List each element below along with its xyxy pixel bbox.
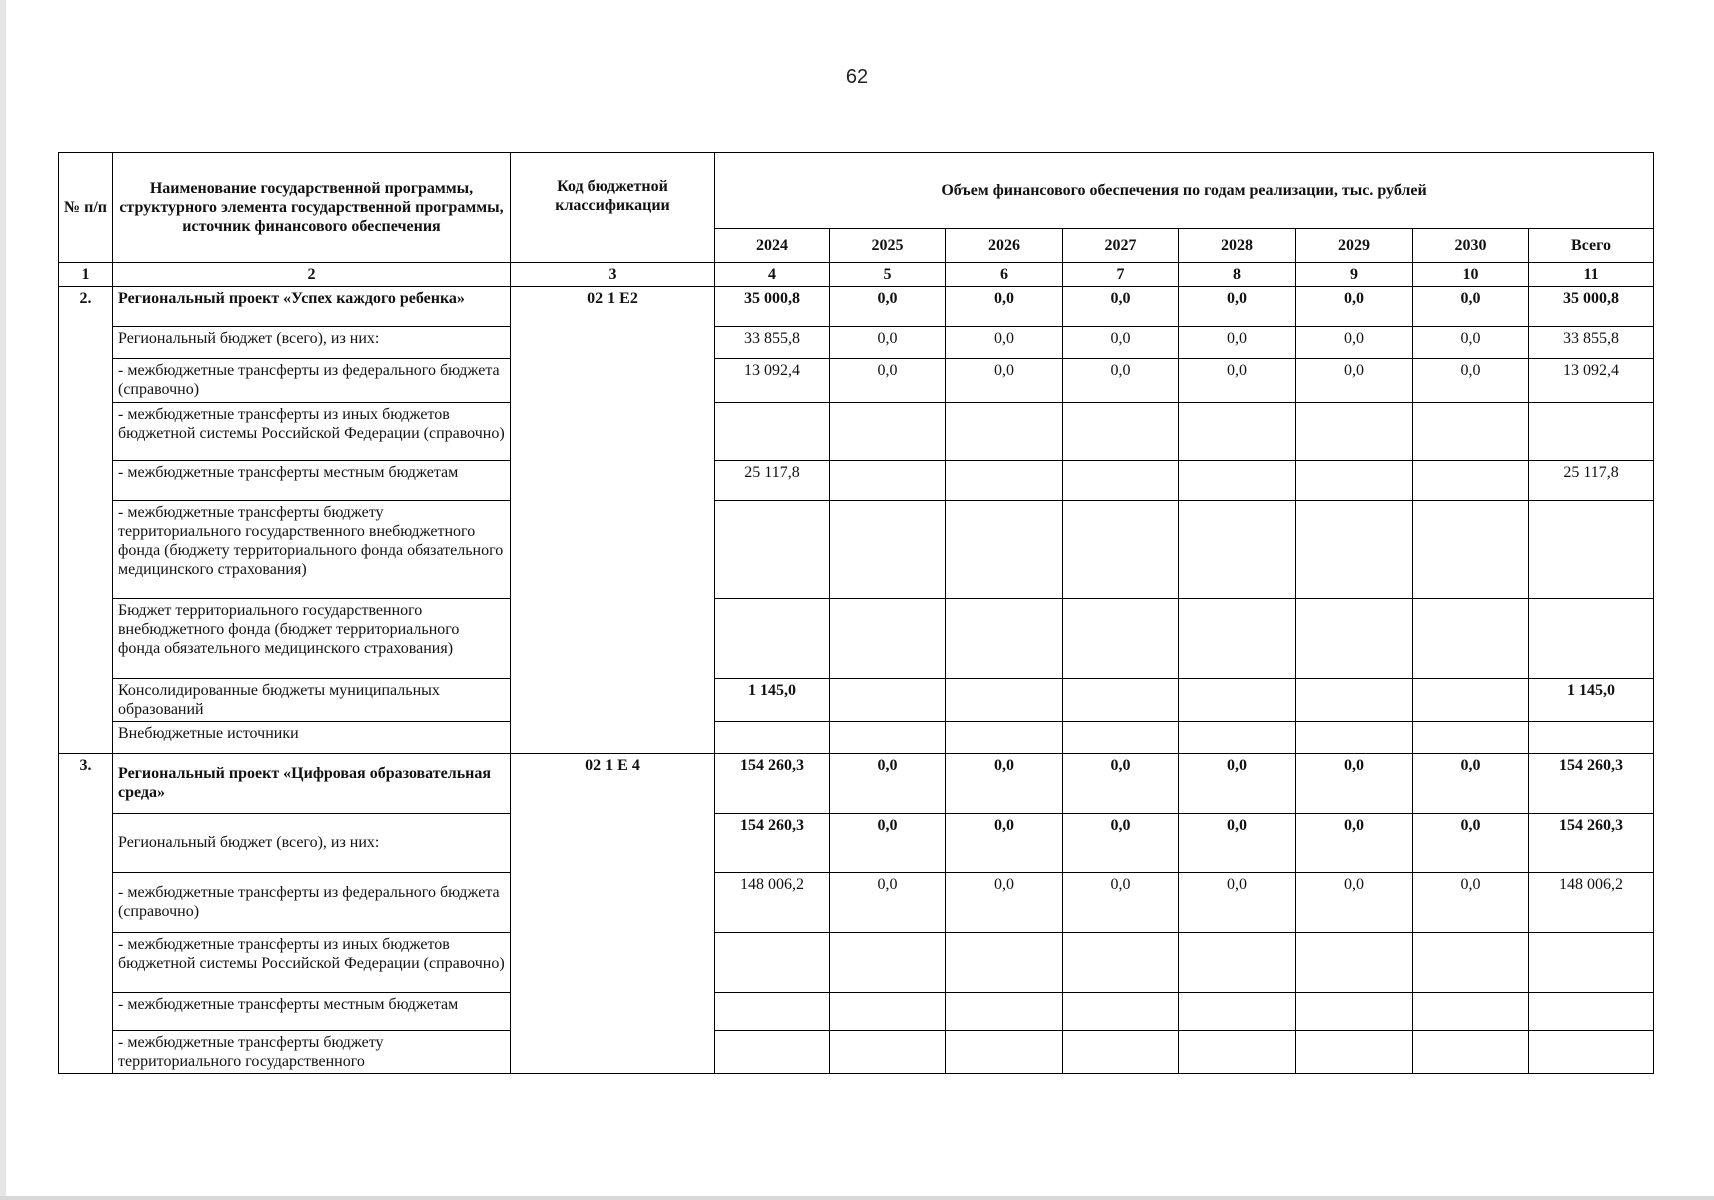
funding-source-name: Региональный бюджет (всего), из них: xyxy=(113,813,511,872)
value-cell xyxy=(1179,678,1296,721)
value-cell xyxy=(715,598,830,678)
value-cell: 35 000,8 xyxy=(1529,287,1654,327)
value-cell xyxy=(1413,932,1529,992)
value-cell: 0,0 xyxy=(1179,327,1296,359)
value-cell xyxy=(946,992,1063,1030)
value-cell: 13 092,4 xyxy=(715,359,830,402)
value-cell xyxy=(1296,598,1413,678)
table-row xyxy=(59,327,1654,359)
value-cell xyxy=(1179,500,1296,598)
value-cell: 0,0 xyxy=(946,753,1063,813)
value-cell xyxy=(1413,460,1529,500)
value-cell xyxy=(1063,460,1179,500)
value-cell xyxy=(1529,500,1654,598)
value-cell: 33 855,8 xyxy=(715,327,830,359)
funding-source-name: Региональный бюджет (всего), из них: xyxy=(113,327,511,359)
header-year: Всего xyxy=(1529,229,1654,263)
table-row xyxy=(59,813,1654,872)
value-cell xyxy=(1413,721,1529,753)
value-cell: 0,0 xyxy=(1063,359,1179,402)
value-cell: 0,0 xyxy=(1296,359,1413,402)
value-cell: 33 855,8 xyxy=(1529,327,1654,359)
value-cell xyxy=(1296,678,1413,721)
value-cell xyxy=(715,932,830,992)
value-cell: 0,0 xyxy=(1296,813,1413,872)
value-cell xyxy=(946,500,1063,598)
value-cell: 0,0 xyxy=(946,359,1063,402)
table-row xyxy=(59,359,1654,402)
funding-source-name: - межбюджетные трансферты местным бюджетам xyxy=(113,460,511,500)
value-cell: 148 006,2 xyxy=(1529,872,1654,932)
table-row xyxy=(59,753,1654,813)
table-header xyxy=(59,153,1654,287)
budget-code: 02 1 Е2 xyxy=(511,287,715,754)
value-cell: 0,0 xyxy=(946,327,1063,359)
funding-source-name: - межбюджетные трансферты бюджету территориального государственного внебюджетного фонда (бюджету территориального фонда обязательного медицинского страхования) xyxy=(113,500,511,598)
row-number: 2. xyxy=(59,287,113,754)
value-cell: 154 260,3 xyxy=(715,813,830,872)
header-name: Наименование государственной программы, структурного элемента государственной программы, источник финансового обеспечения xyxy=(113,153,511,263)
header-year: 2029 xyxy=(1296,229,1413,263)
funding-source-name: - межбюджетные трансферты из иных бюджетов бюджетной системы Российской Федерации (справочно) xyxy=(113,402,511,460)
value-cell xyxy=(1529,598,1654,678)
value-cell xyxy=(830,598,946,678)
value-cell xyxy=(715,992,830,1030)
value-cell xyxy=(830,1030,946,1073)
value-cell xyxy=(946,721,1063,753)
value-cell xyxy=(946,598,1063,678)
value-cell xyxy=(1296,500,1413,598)
funding-source-name: Бюджет территориального государственного внебюджетного фонда (бюджет территориального фонда обязательного медицинского страхования) xyxy=(113,598,511,678)
header-year: 2024 xyxy=(715,229,830,263)
project-name: Региональный проект «Цифровая образовательная среда» xyxy=(113,753,511,813)
value-cell: 0,0 xyxy=(1179,753,1296,813)
column-number: 1 xyxy=(59,263,113,287)
value-cell xyxy=(830,678,946,721)
column-number: 4 xyxy=(715,263,830,287)
table-row xyxy=(59,932,1654,992)
column-number: 7 xyxy=(1063,263,1179,287)
value-cell xyxy=(1063,678,1179,721)
value-cell: 154 260,3 xyxy=(715,753,830,813)
value-cell: 0,0 xyxy=(1179,813,1296,872)
value-cell: 1 145,0 xyxy=(715,678,830,721)
value-cell: 0,0 xyxy=(1413,872,1529,932)
value-cell: 0,0 xyxy=(1179,359,1296,402)
header-year: 2026 xyxy=(946,229,1063,263)
value-cell xyxy=(1063,402,1179,460)
value-cell: 0,0 xyxy=(1063,287,1179,327)
value-cell xyxy=(1179,598,1296,678)
table-body xyxy=(59,287,1654,1074)
value-cell xyxy=(946,402,1063,460)
funding-source-name: - межбюджетные трансферты из федерального бюджета (справочно) xyxy=(113,359,511,402)
value-cell xyxy=(830,992,946,1030)
value-cell xyxy=(715,721,830,753)
table-row xyxy=(59,460,1654,500)
column-number: 5 xyxy=(830,263,946,287)
funding-source-name: Внебюджетные источники xyxy=(113,721,511,753)
value-cell xyxy=(1529,721,1654,753)
value-cell: 0,0 xyxy=(1413,753,1529,813)
value-cell xyxy=(715,500,830,598)
value-cell: 0,0 xyxy=(830,327,946,359)
column-number: 2 xyxy=(113,263,511,287)
header-num: № п/п xyxy=(59,153,113,263)
row-number: 3. xyxy=(59,753,113,1073)
value-cell xyxy=(1413,1030,1529,1073)
value-cell: 0,0 xyxy=(1296,872,1413,932)
value-cell xyxy=(1296,460,1413,500)
column-number: 8 xyxy=(1179,263,1296,287)
header-year: 2028 xyxy=(1179,229,1296,263)
value-cell: 35 000,8 xyxy=(715,287,830,327)
value-cell: 0,0 xyxy=(830,359,946,402)
value-cell xyxy=(1179,402,1296,460)
funding-source-name: - межбюджетные трансферты из федерального бюджета (справочно) xyxy=(113,872,511,932)
value-cell: 0,0 xyxy=(946,872,1063,932)
table-row xyxy=(59,598,1654,678)
header-year: 2027 xyxy=(1063,229,1179,263)
value-cell xyxy=(1413,402,1529,460)
value-cell xyxy=(830,932,946,992)
value-cell xyxy=(946,1030,1063,1073)
value-cell: 0,0 xyxy=(1063,872,1179,932)
budget-code: 02 1 Е 4 xyxy=(511,753,715,1073)
value-cell xyxy=(830,721,946,753)
value-cell: 0,0 xyxy=(1063,753,1179,813)
value-cell: 25 117,8 xyxy=(715,460,830,500)
table-row xyxy=(59,721,1654,753)
value-cell xyxy=(1296,1030,1413,1073)
value-cell xyxy=(715,402,830,460)
value-cell xyxy=(1179,992,1296,1030)
value-cell: 0,0 xyxy=(1063,327,1179,359)
value-cell xyxy=(830,402,946,460)
value-cell xyxy=(1063,992,1179,1030)
value-cell: 0,0 xyxy=(1413,327,1529,359)
value-cell: 0,0 xyxy=(1413,359,1529,402)
value-cell: 0,0 xyxy=(830,813,946,872)
funding-source-name: - межбюджетные трансферты бюджету территориального государственного xyxy=(113,1030,511,1073)
header-year: 2030 xyxy=(1413,229,1529,263)
header-year: 2025 xyxy=(830,229,946,263)
table-row xyxy=(59,872,1654,932)
value-cell xyxy=(1179,721,1296,753)
value-cell xyxy=(1063,598,1179,678)
column-number: 9 xyxy=(1296,263,1413,287)
value-cell xyxy=(1413,678,1529,721)
value-cell: 0,0 xyxy=(830,753,946,813)
value-cell: 0,0 xyxy=(830,287,946,327)
value-cell xyxy=(715,1030,830,1073)
value-cell: 0,0 xyxy=(1179,872,1296,932)
column-number: 11 xyxy=(1529,263,1654,287)
page-number: 62 xyxy=(845,66,869,88)
value-cell: 0,0 xyxy=(1413,287,1529,327)
table-row xyxy=(59,500,1654,598)
funding-source-name: - межбюджетные трансферты из иных бюджетов бюджетной системы Российской Федерации (справочно) xyxy=(113,932,511,992)
header-code: Код бюджетной классификации xyxy=(511,153,715,263)
header-volume: Объем финансового обеспечения по годам реализации, тыс. рублей xyxy=(715,153,1654,229)
value-cell: 0,0 xyxy=(946,813,1063,872)
value-cell: 0,0 xyxy=(1296,753,1413,813)
value-cell: 0,0 xyxy=(1179,287,1296,327)
value-cell xyxy=(946,460,1063,500)
column-number: 3 xyxy=(511,263,715,287)
value-cell xyxy=(1529,992,1654,1030)
value-cell xyxy=(1063,1030,1179,1073)
value-cell: 148 006,2 xyxy=(715,872,830,932)
value-cell xyxy=(830,500,946,598)
value-cell xyxy=(1529,932,1654,992)
scan-edge xyxy=(0,0,6,1200)
value-cell xyxy=(1413,598,1529,678)
value-cell xyxy=(1179,460,1296,500)
value-cell xyxy=(1529,1030,1654,1073)
value-cell xyxy=(1413,992,1529,1030)
table-row xyxy=(59,992,1654,1030)
value-cell: 25 117,8 xyxy=(1529,460,1654,500)
value-cell: 13 092,4 xyxy=(1529,359,1654,402)
value-cell: 0,0 xyxy=(1296,287,1413,327)
table-row xyxy=(59,1030,1654,1073)
value-cell: 0,0 xyxy=(1413,813,1529,872)
value-cell: 0,0 xyxy=(1063,813,1179,872)
table-row xyxy=(59,402,1654,460)
table-row xyxy=(59,678,1654,721)
scan-bottom-edge xyxy=(0,1196,1714,1200)
value-cell xyxy=(1296,932,1413,992)
value-cell xyxy=(946,932,1063,992)
value-cell: 154 260,3 xyxy=(1529,813,1654,872)
value-cell xyxy=(1063,932,1179,992)
value-cell xyxy=(1296,402,1413,460)
value-cell xyxy=(1063,721,1179,753)
funding-source-name: - межбюджетные трансферты местным бюджетам xyxy=(113,992,511,1030)
value-cell: 0,0 xyxy=(830,872,946,932)
value-cell xyxy=(946,678,1063,721)
value-cell: 0,0 xyxy=(1296,327,1413,359)
value-cell xyxy=(1179,1030,1296,1073)
financing-table xyxy=(58,152,1654,1074)
value-cell: 0,0 xyxy=(946,287,1063,327)
value-cell xyxy=(1296,721,1413,753)
value-cell xyxy=(1296,992,1413,1030)
value-cell xyxy=(830,460,946,500)
funding-source-name: Консолидированные бюджеты муниципальных образований xyxy=(113,678,511,721)
value-cell xyxy=(1529,402,1654,460)
project-name: Региональный проект «Успех каждого ребенка» xyxy=(113,287,511,327)
value-cell xyxy=(1413,500,1529,598)
value-cell: 154 260,3 xyxy=(1529,753,1654,813)
column-number: 6 xyxy=(946,263,1063,287)
column-number: 10 xyxy=(1413,263,1529,287)
value-cell xyxy=(1063,500,1179,598)
value-cell: 1 145,0 xyxy=(1529,678,1654,721)
value-cell xyxy=(1179,932,1296,992)
table-row xyxy=(59,287,1654,327)
